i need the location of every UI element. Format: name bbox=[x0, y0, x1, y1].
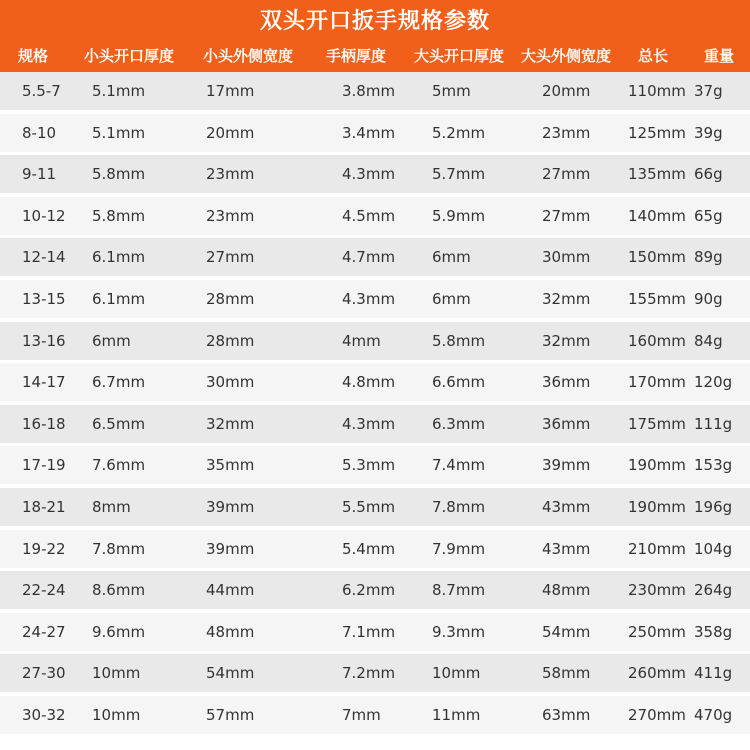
handle-thickness-cell: 7.2mm bbox=[342, 664, 396, 683]
header-large-outer-width: 大头外侧宽度 bbox=[520, 46, 611, 65]
weight-cell: 104g bbox=[694, 539, 733, 558]
table-row bbox=[0, 280, 750, 318]
spec-cell: 22-24 bbox=[22, 581, 66, 600]
large-outer-width-cell: 27mm bbox=[542, 165, 591, 184]
spec-cell: 17-19 bbox=[22, 456, 66, 475]
table-row bbox=[0, 696, 750, 734]
large-opening-thickness-cell: 5.8mm bbox=[432, 331, 486, 350]
handle-thickness-cell: 5.3mm bbox=[342, 456, 396, 475]
total-length-cell: 190mm bbox=[628, 456, 686, 475]
spec-cell: 24-27 bbox=[22, 622, 66, 641]
large-outer-width-cell: 23mm bbox=[542, 123, 591, 142]
weight-cell: 65g bbox=[694, 206, 723, 225]
handle-thickness-cell: 4.7mm bbox=[342, 248, 396, 267]
header-total-length: 总长 bbox=[637, 46, 668, 65]
header-small-outer-width: 小头外侧宽度 bbox=[202, 46, 293, 65]
small-outer-width-cell: 20mm bbox=[206, 123, 255, 142]
table-row bbox=[0, 488, 750, 526]
large-outer-width-cell: 20mm bbox=[542, 82, 591, 100]
large-outer-width-cell: 48mm bbox=[542, 581, 591, 600]
header-spec: 规格 bbox=[18, 46, 49, 65]
small-opening-thickness-cell: 6.1mm bbox=[92, 289, 146, 308]
weight-cell: 90g bbox=[694, 289, 723, 308]
spec-cell: 18-21 bbox=[22, 497, 66, 516]
spec-cell: 5.5-7 bbox=[22, 82, 61, 100]
large-opening-thickness-cell: 5mm bbox=[432, 82, 471, 100]
weight-cell: 120g bbox=[694, 373, 733, 392]
weight-cell: 196g bbox=[694, 497, 733, 516]
total-length-cell: 140mm bbox=[628, 206, 686, 225]
small-opening-thickness-cell: 5.8mm bbox=[92, 206, 146, 225]
weight-cell: 84g bbox=[694, 331, 723, 350]
small-outer-width-cell: 30mm bbox=[206, 373, 255, 392]
large-outer-width-cell: 32mm bbox=[542, 289, 591, 308]
weight-cell: 89g bbox=[694, 248, 723, 267]
table-row bbox=[0, 571, 750, 609]
weight-cell: 358g bbox=[694, 622, 733, 641]
spec-cell: 13-15 bbox=[22, 289, 66, 308]
table-row bbox=[0, 114, 750, 152]
large-opening-thickness-cell: 8.7mm bbox=[432, 581, 486, 600]
handle-thickness-cell: 7mm bbox=[342, 705, 381, 724]
total-length-cell: 160mm bbox=[628, 331, 686, 350]
small-opening-thickness-cell: 8.6mm bbox=[92, 581, 146, 600]
small-outer-width-cell: 35mm bbox=[206, 456, 255, 475]
large-opening-thickness-cell: 5.9mm bbox=[432, 206, 486, 225]
spec-cell: 16-18 bbox=[22, 414, 66, 433]
large-opening-thickness-cell: 6.3mm bbox=[432, 414, 486, 433]
small-opening-thickness-cell: 5.1mm bbox=[92, 82, 146, 100]
table-row bbox=[0, 197, 750, 235]
header-small-opening-thickness: 小头开口厚度 bbox=[83, 46, 174, 65]
small-outer-width-cell: 48mm bbox=[206, 622, 255, 641]
weight-cell: 411g bbox=[694, 664, 733, 683]
small-outer-width-cell: 57mm bbox=[206, 705, 255, 724]
small-outer-width-cell: 39mm bbox=[206, 539, 255, 558]
handle-thickness-cell: 3.8mm bbox=[342, 82, 396, 100]
small-outer-width-cell: 23mm bbox=[206, 165, 255, 184]
spec-cell: 9-11 bbox=[22, 165, 57, 184]
large-outer-width-cell: 36mm bbox=[542, 414, 591, 433]
large-opening-thickness-cell: 6mm bbox=[432, 289, 471, 308]
large-opening-thickness-cell: 5.2mm bbox=[432, 123, 486, 142]
large-opening-thickness-cell: 7.8mm bbox=[432, 497, 486, 516]
large-outer-width-cell: 43mm bbox=[542, 539, 591, 558]
table-row bbox=[0, 613, 750, 651]
table-row bbox=[0, 654, 750, 692]
small-opening-thickness-cell: 6.1mm bbox=[92, 248, 146, 267]
total-length-cell: 150mm bbox=[628, 248, 686, 267]
large-opening-thickness-cell: 9.3mm bbox=[432, 622, 486, 641]
total-length-cell: 270mm bbox=[628, 705, 686, 724]
small-opening-thickness-cell: 10mm bbox=[92, 664, 141, 683]
large-outer-width-cell: 27mm bbox=[542, 206, 591, 225]
spec-cell: 12-14 bbox=[22, 248, 66, 267]
large-outer-width-cell: 63mm bbox=[542, 705, 591, 724]
spec-cell: 14-17 bbox=[22, 373, 66, 392]
weight-cell: 37g bbox=[694, 82, 723, 100]
spec-cell: 13-16 bbox=[22, 331, 66, 350]
large-opening-thickness-cell: 7.9mm bbox=[432, 539, 486, 558]
small-outer-width-cell: 54mm bbox=[206, 664, 255, 683]
small-opening-thickness-cell: 6.5mm bbox=[92, 414, 146, 433]
total-length-cell: 110mm bbox=[628, 82, 686, 100]
table-row bbox=[0, 322, 750, 360]
large-outer-width-cell: 39mm bbox=[542, 456, 591, 475]
handle-thickness-cell: 4.5mm bbox=[342, 206, 396, 225]
handle-thickness-cell: 4.3mm bbox=[342, 414, 396, 433]
total-length-cell: 230mm bbox=[628, 581, 686, 600]
handle-thickness-cell: 7.1mm bbox=[342, 622, 396, 641]
table-row bbox=[0, 72, 750, 110]
large-outer-width-cell: 43mm bbox=[542, 497, 591, 516]
large-opening-thickness-cell: 6.6mm bbox=[432, 373, 486, 392]
small-outer-width-cell: 27mm bbox=[206, 248, 255, 267]
spec-cell: 8-10 bbox=[22, 123, 57, 142]
table-row bbox=[0, 155, 750, 193]
small-outer-width-cell: 23mm bbox=[206, 206, 255, 225]
total-length-cell: 190mm bbox=[628, 497, 686, 516]
total-length-cell: 125mm bbox=[628, 123, 686, 142]
weight-cell: 153g bbox=[694, 456, 733, 475]
small-outer-width-cell: 32mm bbox=[206, 414, 255, 433]
table-row bbox=[0, 530, 750, 568]
table-row bbox=[0, 405, 750, 443]
large-opening-thickness-cell: 5.7mm bbox=[432, 165, 486, 184]
large-outer-width-cell: 32mm bbox=[542, 331, 591, 350]
small-outer-width-cell: 44mm bbox=[206, 581, 255, 600]
weight-cell: 39g bbox=[694, 123, 723, 142]
small-opening-thickness-cell: 7.8mm bbox=[92, 539, 146, 558]
small-opening-thickness-cell: 6.7mm bbox=[92, 373, 146, 392]
total-length-cell: 210mm bbox=[628, 539, 686, 558]
small-opening-thickness-cell: 5.8mm bbox=[92, 165, 146, 184]
large-outer-width-cell: 54mm bbox=[542, 622, 591, 641]
table-row bbox=[0, 446, 750, 484]
weight-cell: 470g bbox=[694, 705, 733, 724]
handle-thickness-cell: 4.3mm bbox=[342, 165, 396, 184]
table-row bbox=[0, 238, 750, 276]
small-opening-thickness-cell: 10mm bbox=[92, 705, 141, 724]
handle-thickness-cell: 5.4mm bbox=[342, 539, 396, 558]
total-length-cell: 260mm bbox=[628, 664, 686, 683]
title-bar bbox=[0, 0, 750, 38]
total-length-cell: 135mm bbox=[628, 165, 686, 184]
small-opening-thickness-cell: 6mm bbox=[92, 331, 131, 350]
weight-cell: 66g bbox=[694, 165, 723, 184]
header-large-opening-thickness: 大头开口厚度 bbox=[413, 46, 504, 65]
handle-thickness-cell: 5.5mm bbox=[342, 497, 396, 516]
total-length-cell: 250mm bbox=[628, 622, 686, 641]
small-opening-thickness-cell: 9.6mm bbox=[92, 622, 146, 641]
large-outer-width-cell: 36mm bbox=[542, 373, 591, 392]
table-header bbox=[0, 38, 750, 72]
large-opening-thickness-cell: 6mm bbox=[432, 248, 471, 267]
header-weight: 重量 bbox=[703, 46, 734, 65]
large-opening-thickness-cell: 7.4mm bbox=[432, 456, 486, 475]
small-opening-thickness-cell: 5.1mm bbox=[92, 123, 146, 142]
table-row bbox=[0, 363, 750, 401]
small-outer-width-cell: 28mm bbox=[206, 331, 255, 350]
spec-cell: 19-22 bbox=[22, 539, 66, 558]
handle-thickness-cell: 3.4mm bbox=[342, 123, 396, 142]
weight-cell: 111g bbox=[694, 414, 733, 433]
handle-thickness-cell: 4.3mm bbox=[342, 289, 396, 308]
handle-thickness-cell: 4mm bbox=[342, 331, 381, 350]
total-length-cell: 155mm bbox=[628, 289, 686, 308]
handle-thickness-cell: 6.2mm bbox=[342, 581, 396, 600]
small-outer-width-cell: 28mm bbox=[206, 289, 255, 308]
large-opening-thickness-cell: 10mm bbox=[432, 664, 481, 683]
small-outer-width-cell: 39mm bbox=[206, 497, 255, 516]
small-opening-thickness-cell: 8mm bbox=[92, 497, 131, 516]
table-body bbox=[0, 72, 750, 738]
header-handle-thickness: 手柄厚度 bbox=[325, 46, 386, 65]
large-opening-thickness-cell: 11mm bbox=[432, 705, 481, 724]
total-length-cell: 175mm bbox=[628, 414, 686, 433]
spec-cell: 10-12 bbox=[22, 206, 66, 225]
spec-cell: 27-30 bbox=[22, 664, 66, 683]
small-opening-thickness-cell: 7.6mm bbox=[92, 456, 146, 475]
large-outer-width-cell: 58mm bbox=[542, 664, 591, 683]
large-outer-width-cell: 30mm bbox=[542, 248, 591, 267]
small-outer-width-cell: 17mm bbox=[206, 82, 255, 100]
handle-thickness-cell: 4.8mm bbox=[342, 373, 396, 392]
total-length-cell: 170mm bbox=[628, 373, 686, 392]
weight-cell: 264g bbox=[694, 581, 733, 600]
spec-cell: 30-32 bbox=[22, 705, 66, 724]
page-title: 双头开口扳手规格参数 bbox=[259, 8, 490, 34]
